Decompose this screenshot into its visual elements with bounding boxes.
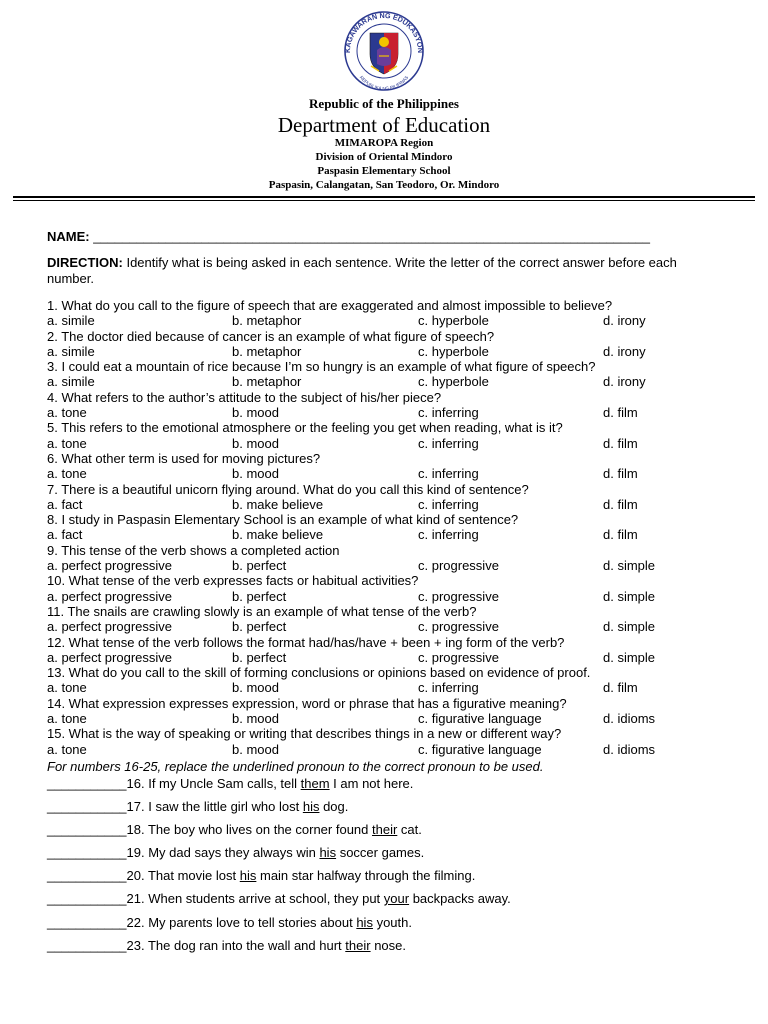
question-text: 8. I study in Paspasin Elementary School is an example of what kind of sentence? [47, 512, 519, 528]
question-item [47, 329, 727, 360]
answer-option[interactable]: b. make believe [232, 496, 324, 512]
answer-option[interactable]: d. irony [603, 374, 646, 390]
answer-option[interactable]: b. mood [232, 435, 279, 451]
answer-options [47, 619, 727, 634]
answer-option[interactable]: d. idioms [603, 711, 656, 727]
sentence-text-before: 20. That movie lost [126, 868, 240, 884]
pronoun-item [47, 938, 727, 961]
pronoun-item [47, 915, 727, 938]
header-region: MIMAROPA Region [334, 137, 434, 149]
answer-option[interactable]: b. make believe [232, 527, 324, 543]
question-text: 1. What do you call to the figure of speech that are exaggerated and almost impossible to believe? [47, 298, 613, 313]
seal-text-top: KAGAWARAN NG EDUKASYON [342, 10, 426, 54]
answer-option[interactable]: a. simile [47, 343, 95, 359]
answer-blank[interactable]: ___________ [47, 914, 127, 930]
answer-option[interactable]: a. tone [47, 466, 87, 482]
answer-option[interactable]: d. simple [603, 558, 656, 574]
answer-options [47, 313, 727, 328]
answer-options [47, 742, 727, 757]
answer-option[interactable]: b. metaphor [232, 374, 302, 390]
deped-seal-logo [335, 10, 433, 92]
pronoun-item [47, 776, 727, 799]
answer-option[interactable]: a. perfect progressive [47, 558, 173, 574]
answer-options [47, 436, 727, 451]
answer-blank[interactable]: ___________ [47, 868, 127, 884]
underlined-pronoun: them [300, 776, 330, 791]
sentence-text-after: soccer games. [336, 845, 425, 861]
sentence-text-after: I am not here. [329, 776, 414, 791]
answer-option[interactable]: c. figurative language [418, 711, 542, 727]
answer-option[interactable]: c. inferring [418, 405, 479, 421]
answer-options [47, 344, 727, 359]
underlined-pronoun: his [239, 868, 257, 884]
answer-option[interactable]: c. hyperbole [418, 374, 489, 390]
sentence-text-before: 17. I saw the little girl who lost [126, 799, 303, 815]
question-text: 12. What tense of the verb follows the format had/has/have + been + ing form of the verb? [47, 634, 565, 650]
pronoun-instruction: For numbers 16-25, replace the underlined pronoun to the correct pronoun to be used. [47, 759, 544, 774]
answer-option[interactable]: d. simple [603, 588, 656, 604]
answer-option[interactable]: a. tone [47, 711, 87, 727]
answer-blank[interactable]: ___________ [47, 799, 127, 815]
answer-options [47, 711, 727, 726]
answer-options [47, 589, 727, 604]
answer-option[interactable]: b. mood [232, 711, 279, 727]
sentence-text-before: 22. My parents love to tell stories about [126, 914, 357, 930]
question-text: 9. This tense of the verb shows a completed action [47, 542, 340, 558]
question-item [47, 390, 727, 421]
underlined-pronoun: your [383, 891, 410, 907]
answer-option[interactable]: c. inferring [418, 680, 479, 696]
question-text: 5. This refers to the emotional atmosphere or the feeling you get when reading, what is it? [47, 420, 563, 436]
sentence-text-before: 23. The dog ran into the wall and hurt [126, 937, 346, 953]
answer-option[interactable]: b. metaphor [232, 313, 302, 329]
name-line[interactable] [47, 229, 707, 244]
question-item [47, 604, 727, 635]
pronoun-item [47, 822, 727, 845]
question-text: 15. What is the way of speaking or writing that describes things in a new or different way? [47, 726, 562, 742]
question-text: 13. What do you call to the skill of forming conclusions or opinions based on evidence of proof. [47, 665, 591, 681]
answer-option[interactable]: a. perfect progressive [47, 619, 173, 635]
sentence-text-after: youth. [372, 914, 412, 930]
answer-option[interactable]: a. fact [47, 527, 83, 543]
answer-option[interactable]: d. film [603, 680, 638, 696]
header-divider-thin [13, 200, 755, 201]
answer-option[interactable]: c. progressive [418, 619, 499, 635]
direction-label: DIRECTION: [47, 255, 123, 270]
answer-option[interactable]: a. perfect progressive [47, 588, 173, 604]
pronoun-item [47, 799, 727, 822]
answer-option[interactable]: a. fact [47, 496, 83, 512]
answer-option[interactable]: b. perfect [232, 649, 287, 665]
header-address: Paspasin, Calangatan, San Teodoro, Or. Mindoro [268, 179, 500, 191]
header-divider [13, 196, 755, 198]
answer-option[interactable]: d. film [603, 435, 638, 451]
sentence-text-after: cat. [397, 822, 422, 838]
question-item [47, 451, 727, 482]
sentence-text-before: 16. If my Uncle Sam calls, tell [126, 776, 301, 791]
answer-options [47, 680, 727, 695]
underlined-pronoun: his [319, 845, 337, 861]
answer-blank[interactable]: ___________ [47, 937, 127, 953]
pronoun-item [47, 891, 727, 914]
question-item [47, 573, 727, 604]
question-item [47, 420, 727, 451]
answer-options [47, 374, 727, 389]
question-text: 10. What tense of the verb expresses facts or habitual activities? [47, 573, 419, 589]
answer-options [47, 497, 727, 512]
answer-option[interactable]: a. tone [47, 680, 87, 696]
direction-text: Identify what is being asked in each sentence. Write the letter of the correct answer before each number. [47, 255, 677, 286]
question-item [47, 298, 727, 329]
answer-option[interactable]: d. film [603, 527, 638, 543]
pronoun-item-list [47, 776, 727, 961]
question-item [47, 665, 727, 696]
question-text: 4. What refers to the author’s attitude to the subject of his/her piece? [47, 389, 442, 405]
answer-option[interactable]: a. tone [47, 435, 87, 451]
answer-options [47, 558, 727, 573]
sentence-text-after: backpacks away. [409, 891, 511, 907]
answer-option[interactable]: d. irony [603, 313, 646, 329]
header-republic: Republic of the Philippines [309, 96, 459, 111]
answer-option[interactable]: d. film [603, 496, 638, 512]
answer-blank[interactable]: ___________ [47, 822, 127, 838]
answer-option[interactable]: d. film [603, 466, 638, 482]
answer-option[interactable]: c. hyperbole [418, 343, 489, 359]
answer-option[interactable]: c. progressive [418, 558, 499, 574]
answer-option[interactable]: a. tone [47, 741, 87, 757]
question-text: 14. What expression expresses expression, word or phrase that has a figurative meaning? [47, 695, 567, 711]
answer-options [47, 466, 727, 481]
answer-options [47, 527, 727, 542]
underlined-pronoun: his [356, 914, 373, 930]
answer-option[interactable]: b. metaphor [232, 343, 302, 359]
answer-option[interactable]: a. simile [47, 313, 95, 329]
question-item [47, 359, 727, 390]
underlined-pronoun: their [372, 822, 398, 838]
answer-option[interactable]: c. progressive [418, 649, 499, 665]
question-item [47, 543, 727, 574]
question-item [47, 482, 727, 513]
answer-option[interactable]: d. simple [603, 619, 656, 635]
question-text: 6. What other term is used for moving pictures? [47, 450, 321, 466]
pronoun-item [47, 868, 727, 891]
answer-option[interactable]: c. inferring [418, 527, 479, 543]
question-text: 7. There is a beautiful unicorn flying around. What do you call this kind of sentence? [47, 481, 529, 497]
answer-option[interactable]: b. mood [232, 741, 279, 757]
seal-text-bottom: REPUBLIKA NG PILIPINAS [358, 74, 410, 92]
answer-option[interactable]: a. simile [47, 374, 95, 390]
answer-option[interactable]: c. hyperbole [418, 313, 489, 329]
question-item [47, 726, 727, 757]
answer-blank[interactable]: ___________ [47, 776, 127, 791]
question-item [47, 696, 727, 727]
answer-option[interactable]: c. progressive [418, 588, 499, 604]
answer-blank[interactable]: ___________ [47, 891, 127, 907]
answer-option[interactable]: b. perfect [232, 588, 287, 604]
answer-option[interactable]: b. perfect [232, 619, 287, 635]
question-text: 2. The doctor died because of cancer is an example of what figure of speech? [47, 328, 495, 344]
answer-options [47, 650, 727, 665]
sentence-text-before: 18. The boy who lives on the corner found [126, 822, 373, 838]
question-item [47, 512, 727, 543]
answer-option[interactable]: c. figurative language [418, 741, 542, 757]
answer-option[interactable]: b. mood [232, 466, 279, 482]
question-text: 3. I could eat a mountain of rice because I’m so hungry is an example of what figure of speech? [47, 359, 596, 375]
answer-option[interactable]: d. irony [603, 343, 646, 359]
name-blank[interactable]: _____________________________________________________________________________ [93, 229, 650, 244]
sentence-text-after: dog. [319, 799, 349, 815]
answer-option[interactable]: d. idioms [603, 741, 656, 757]
answer-option[interactable]: b. mood [232, 680, 279, 696]
answer-option[interactable]: a. perfect progressive [47, 649, 173, 665]
question-text: 11. The snails are crawling slowly is an example of what tense of the verb? [47, 603, 477, 619]
sentence-text-before: 19. My dad says they always win [126, 845, 320, 861]
sentence-text-before: 21. When students arrive at school, they put [126, 891, 384, 907]
answer-option[interactable]: a. tone [47, 405, 87, 421]
answer-options [47, 405, 727, 420]
answer-option[interactable]: d. simple [603, 649, 656, 665]
answer-option[interactable]: c. inferring [418, 496, 479, 512]
answer-option[interactable]: b. perfect [232, 558, 287, 574]
answer-option[interactable]: b. mood [232, 405, 279, 421]
sentence-text-after: main star halfway through the filming. [256, 868, 476, 884]
header-division: Division of Oriental Mindoro [315, 151, 453, 163]
header-school: Paspasin Elementary School [317, 165, 451, 177]
header-department: Department of Education [277, 113, 491, 137]
question-item [47, 635, 727, 666]
question-list [47, 298, 727, 757]
pronoun-item [47, 845, 727, 868]
answer-blank[interactable]: ___________ [47, 845, 127, 861]
direction [47, 255, 717, 287]
answer-option[interactable]: c. inferring [418, 435, 479, 451]
sentence-text-after: nose. [370, 937, 406, 953]
underlined-pronoun: their [345, 937, 371, 953]
name-label: NAME: [47, 229, 90, 244]
underlined-pronoun: his [302, 799, 320, 815]
answer-option[interactable]: c. inferring [418, 466, 479, 482]
answer-option[interactable]: d. film [603, 405, 638, 421]
